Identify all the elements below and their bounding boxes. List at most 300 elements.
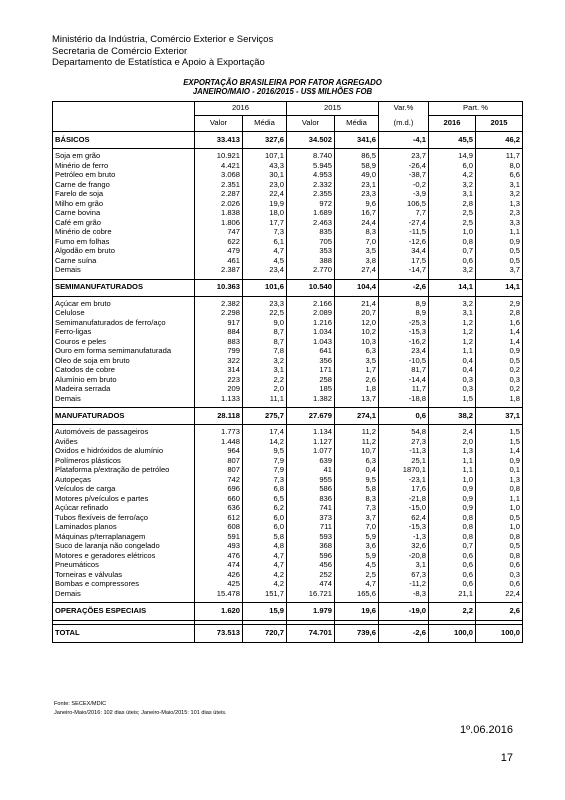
product-value: 493 [195, 542, 243, 552]
product-value: 2,9 [476, 300, 523, 310]
product-name: Ouro em forma semimanufaturada [53, 347, 195, 357]
product-value: 456 [287, 561, 335, 571]
header-var-sub: (m.d.) [379, 116, 429, 132]
product-name: Pneumáticos [53, 561, 195, 571]
product-value: 7,0 [335, 523, 379, 533]
product-value: 4,8 [243, 542, 287, 552]
row-value: 46,2 [476, 132, 523, 149]
row-value: 104,4 [335, 279, 379, 296]
product-value: -15,3 [379, 328, 429, 338]
product-value: 22,4 [243, 190, 287, 200]
product-value: 4,5 [335, 561, 379, 571]
row-value: 720,7 [243, 625, 287, 643]
product-value: 0,8 [476, 533, 523, 543]
product-value: 2.355 [287, 190, 335, 200]
product-value: 23,1 [335, 181, 379, 191]
product-value: 612 [195, 514, 243, 524]
product-name: Madeira serrada [53, 385, 195, 395]
product-value: 4,5 [243, 257, 287, 267]
product-value: 3,2 [429, 300, 476, 310]
table-row [53, 209, 523, 219]
product-value: 1,1 [476, 228, 523, 238]
product-value: 591 [195, 533, 243, 543]
product-value: 1,5 [476, 438, 523, 448]
product-value: 3,2 [476, 190, 523, 200]
product-value: 1.689 [287, 209, 335, 219]
product-value: 14,9 [429, 152, 476, 162]
product-value: 3,2 [243, 357, 287, 367]
row-value: 101,6 [243, 279, 287, 296]
product-value: 5,8 [335, 485, 379, 495]
product-value: 13,7 [335, 395, 379, 405]
table-title: EXPORTAÇÃO BRASILEIRA POR FATOR AGREGADO [183, 78, 382, 87]
table-row [53, 376, 523, 386]
row-value: 14,1 [429, 279, 476, 296]
table-row [53, 523, 523, 533]
product-value: 4,7 [335, 580, 379, 590]
row-value: 33.413 [195, 132, 243, 149]
product-value: -16,2 [379, 338, 429, 348]
product-value: 5,9 [335, 533, 379, 543]
product-value: 8,3 [335, 228, 379, 238]
total-row [53, 625, 523, 643]
product-name: Demais [53, 395, 195, 405]
product-value: 0,3 [476, 571, 523, 581]
product-value: 0,6 [429, 561, 476, 571]
product-value: -26,4 [379, 162, 429, 172]
product-value: 1,0 [476, 523, 523, 533]
product-value: 11,1 [243, 395, 287, 405]
footer-source: Fonte: SECEX/MDIC [54, 701, 107, 707]
product-value: 0,9 [476, 457, 523, 467]
report-date: 1º.06.2016 [460, 724, 513, 736]
product-value: 1,5 [429, 395, 476, 405]
table-row [53, 338, 523, 348]
header-valor-2016: Valor [195, 116, 243, 132]
product-value: 3,7 [335, 514, 379, 524]
product-value: 7,3 [335, 504, 379, 514]
product-name: Torneiras e válvulas [53, 571, 195, 581]
row-value: 37,1 [476, 408, 523, 425]
product-value: 258 [287, 376, 335, 386]
product-value: 9,5 [243, 447, 287, 457]
product-value: -20,8 [379, 552, 429, 562]
header-var: Var.% [379, 102, 429, 116]
product-value: 11,7 [379, 385, 429, 395]
ministry-name: Ministério da Indústria, Comércio Exterior e Serviços [52, 34, 274, 45]
product-value: 8,7 [243, 338, 287, 348]
product-name: Couros e peles [53, 338, 195, 348]
product-value: 1,4 [476, 328, 523, 338]
product-value: 5,9 [335, 552, 379, 562]
product-value: 6,3 [335, 457, 379, 467]
table-row [53, 476, 523, 486]
product-value: 2.387 [195, 266, 243, 276]
product-name: Minério de cobre [53, 228, 195, 238]
table-row [53, 309, 523, 319]
product-value: -21,8 [379, 495, 429, 505]
product-value: 6,8 [243, 485, 287, 495]
product-value: 1,3 [476, 200, 523, 210]
product-value: 67,3 [379, 571, 429, 581]
header-media-2015: Média [335, 116, 379, 132]
product-value: 12,0 [335, 319, 379, 329]
row-value: -4,1 [379, 132, 429, 149]
product-value: 8,7 [243, 328, 287, 338]
product-value: 21,4 [335, 300, 379, 310]
product-value: 0,3 [429, 385, 476, 395]
product-value: -11,3 [379, 447, 429, 457]
product-value: 0,9 [476, 238, 523, 248]
product-value: 0,6 [429, 571, 476, 581]
row-value: 274,1 [335, 408, 379, 425]
product-value: 11,2 [335, 438, 379, 448]
product-value: -0,2 [379, 181, 429, 191]
product-name: Algodão em bruto [53, 247, 195, 257]
product-name: Farelo de soja [53, 190, 195, 200]
product-value: 836 [287, 495, 335, 505]
header-valor-2015: Valor [287, 116, 335, 132]
product-value: 2,8 [476, 309, 523, 319]
product-value: 18,0 [243, 209, 287, 219]
product-value: 955 [287, 476, 335, 486]
product-value: 641 [287, 347, 335, 357]
product-value: 14,2 [243, 438, 287, 448]
product-value: 474 [195, 561, 243, 571]
row-value: 2,2 [429, 603, 476, 621]
product-value: 6,6 [476, 171, 523, 181]
row-label: SEMIMANUFATURADOS [53, 279, 195, 296]
product-name: Veículos de carga [53, 485, 195, 495]
row-value: 0,6 [379, 408, 429, 425]
row-value: 1.620 [195, 603, 243, 621]
product-name: Catodos de cobre [53, 366, 195, 376]
product-value: -15,0 [379, 504, 429, 514]
table-row [53, 181, 523, 191]
product-value: 373 [287, 514, 335, 524]
product-value: 388 [287, 257, 335, 267]
product-name: Óxidos e hidróxidos de alumínio [53, 447, 195, 457]
product-value: 660 [195, 495, 243, 505]
table-row [53, 457, 523, 467]
table-row [53, 190, 523, 200]
table-row [53, 219, 523, 229]
product-value: 10,7 [335, 447, 379, 457]
product-name: Máquinas p/terraplanagem [53, 533, 195, 543]
product-value: 2,5 [429, 209, 476, 219]
product-value: 30,1 [243, 171, 287, 181]
row-value: 19,6 [335, 603, 379, 621]
product-name: Açúcar em bruto [53, 300, 195, 310]
table-row [53, 228, 523, 238]
product-value: 107,1 [243, 152, 287, 162]
product-value: 8,0 [476, 162, 523, 172]
product-value: 19,9 [243, 200, 287, 210]
product-value: 0,4 [335, 466, 379, 476]
product-value: 10.921 [195, 152, 243, 162]
product-value: 23,0 [243, 181, 287, 191]
product-value: 4,7 [243, 552, 287, 562]
product-value: 461 [195, 257, 243, 267]
product-value: 1,0 [476, 504, 523, 514]
product-value: 10,2 [335, 328, 379, 338]
product-value: 5,8 [243, 533, 287, 543]
product-value: 2,2 [243, 376, 287, 386]
row-label: MANUFATURADOS [53, 408, 195, 425]
product-value: 2,3 [476, 209, 523, 219]
product-value: 696 [195, 485, 243, 495]
product-value: 22,5 [243, 309, 287, 319]
table-row [53, 495, 523, 505]
product-value: 0,5 [476, 514, 523, 524]
product-value: 4.421 [195, 162, 243, 172]
table-row [53, 395, 523, 405]
product-value: 209 [195, 385, 243, 395]
product-value: 0,9 [429, 485, 476, 495]
product-value: 7,9 [243, 457, 287, 467]
product-value: 3,2 [429, 181, 476, 191]
product-value: -8,3 [379, 590, 429, 600]
product-value: 8,9 [379, 309, 429, 319]
header-part-2016: 2016 [429, 116, 476, 132]
product-value: 9,6 [335, 200, 379, 210]
product-name: Bombas e compressores [53, 580, 195, 590]
ministry-header [52, 34, 273, 69]
product-value: 0,2 [476, 385, 523, 395]
product-value: 4,2 [243, 571, 287, 581]
product-value: 0,8 [429, 514, 476, 524]
product-name: Ferro-ligas [53, 328, 195, 338]
product-value: 4,7 [243, 561, 287, 571]
product-value: 22,4 [476, 590, 523, 600]
product-value: 747 [195, 228, 243, 238]
product-value: 3,1 [379, 561, 429, 571]
product-value: 474 [287, 580, 335, 590]
table-row [53, 552, 523, 562]
header-blank [53, 102, 195, 116]
product-value: 1,7 [335, 366, 379, 376]
row-label: OPERAÇÕES ESPECIAIS [53, 603, 195, 621]
table-row [53, 385, 523, 395]
product-value: 1870,1 [379, 466, 429, 476]
product-value: 884 [195, 328, 243, 338]
product-value: 20,7 [335, 309, 379, 319]
product-value: 6,0 [243, 523, 287, 533]
product-value: 9,0 [243, 319, 287, 329]
product-value: -23,1 [379, 476, 429, 486]
product-value: -11,5 [379, 228, 429, 238]
product-value: 1,4 [476, 447, 523, 457]
product-name: Carne suína [53, 257, 195, 267]
product-value: 426 [195, 571, 243, 581]
product-value: 1,1 [476, 495, 523, 505]
product-value: 106,5 [379, 200, 429, 210]
product-value: 0,5 [476, 247, 523, 257]
product-value: -1,3 [379, 533, 429, 543]
product-value: 17,7 [243, 219, 287, 229]
product-value: 171 [287, 366, 335, 376]
product-value: 1,3 [429, 447, 476, 457]
product-value: 17,6 [379, 485, 429, 495]
row-value: 27.679 [287, 408, 335, 425]
row-value: -19,0 [379, 603, 429, 621]
row-value: 74.701 [287, 625, 335, 643]
product-value: 223 [195, 376, 243, 386]
product-value: 8.740 [287, 152, 335, 162]
row-value: -2,6 [379, 279, 429, 296]
product-value: 0,9 [429, 504, 476, 514]
product-value: -12,6 [379, 238, 429, 248]
product-value: 34,4 [379, 247, 429, 257]
product-value: 1.216 [287, 319, 335, 329]
product-value: 252 [287, 571, 335, 581]
table-row [53, 466, 523, 476]
group-row [53, 408, 523, 425]
product-value: 608 [195, 523, 243, 533]
product-value: 2,6 [335, 376, 379, 386]
product-name: Tubos flexíveis de ferro/aço [53, 514, 195, 524]
product-value: 86,5 [335, 152, 379, 162]
header-2015: 2015 [287, 102, 379, 116]
page-number: 17 [500, 752, 513, 764]
product-value: 17,4 [243, 428, 287, 438]
product-value: 0,8 [476, 552, 523, 562]
product-value: 711 [287, 523, 335, 533]
product-value: 2.287 [195, 190, 243, 200]
table-row [53, 328, 523, 338]
product-value: 8,9 [379, 300, 429, 310]
product-value: 1,3 [476, 476, 523, 486]
product-value: 3,3 [476, 219, 523, 229]
product-value: 24,4 [335, 219, 379, 229]
product-value: 23,7 [379, 152, 429, 162]
row-value: 14,1 [476, 279, 523, 296]
product-value: 1.077 [287, 447, 335, 457]
table-row [53, 542, 523, 552]
product-value: 1.043 [287, 338, 335, 348]
product-value: 0,8 [429, 523, 476, 533]
product-value: 883 [195, 338, 243, 348]
product-name: Polímeros plásticos [53, 457, 195, 467]
product-value: 479 [195, 247, 243, 257]
product-value: 7,3 [243, 228, 287, 238]
product-value: 368 [287, 542, 335, 552]
row-label: BÁSICOS [53, 132, 195, 149]
product-value: 23,3 [335, 190, 379, 200]
product-value: 742 [195, 476, 243, 486]
row-value: 15,9 [243, 603, 287, 621]
product-value: 7,9 [243, 466, 287, 476]
product-name: Laminados planos [53, 523, 195, 533]
product-value: 1,4 [476, 338, 523, 348]
product-name: Carne bovina [53, 209, 195, 219]
table-row [53, 257, 523, 267]
table-row [53, 319, 523, 329]
product-value: 3,8 [335, 257, 379, 267]
product-name: Carne de frango [53, 181, 195, 191]
product-name: Plataforma p/extração de petróleo [53, 466, 195, 476]
product-value: 0,6 [476, 561, 523, 571]
product-value: 165,6 [335, 590, 379, 600]
product-value: 0,8 [476, 485, 523, 495]
product-value: 0,4 [429, 366, 476, 376]
product-value: 6,1 [243, 238, 287, 248]
product-value: 2,5 [335, 571, 379, 581]
group-row [53, 279, 523, 296]
row-value: 327,6 [243, 132, 287, 149]
secretariat-name: Secretaria de Comércio Exterior [52, 45, 188, 57]
product-value: 1,5 [476, 428, 523, 438]
product-name: Automóveis de passageiros [53, 428, 195, 438]
product-value: 3,7 [476, 266, 523, 276]
product-value: 49,0 [335, 171, 379, 181]
row-value: 341,6 [335, 132, 379, 149]
product-value: 7,7 [379, 209, 429, 219]
product-value: 917 [195, 319, 243, 329]
product-value: 1,2 [429, 319, 476, 329]
product-value: 964 [195, 447, 243, 457]
row-label: TOTAL [53, 625, 195, 643]
product-value: 807 [195, 466, 243, 476]
product-name: Fumo em folhas [53, 238, 195, 248]
product-value: 10,3 [335, 338, 379, 348]
product-value: 0,2 [476, 366, 523, 376]
product-value: 4,7 [243, 247, 287, 257]
product-value: 2,0 [243, 385, 287, 395]
product-value: 1,0 [429, 228, 476, 238]
product-value: 21,1 [429, 590, 476, 600]
product-value: 353 [287, 247, 335, 257]
row-value: 45,5 [429, 132, 476, 149]
product-value: 41 [287, 466, 335, 476]
product-value: -38,7 [379, 171, 429, 181]
row-value: 1.979 [287, 603, 335, 621]
row-value: 73.513 [195, 625, 243, 643]
product-value: 81,7 [379, 366, 429, 376]
product-value: 0,7 [429, 542, 476, 552]
table-row [53, 162, 523, 172]
table-row [53, 514, 523, 524]
group-row [53, 132, 523, 149]
product-value: 0,9 [476, 347, 523, 357]
table-row [53, 580, 523, 590]
product-value: 705 [287, 238, 335, 248]
row-value: 2,6 [476, 603, 523, 621]
row-value: 38,2 [429, 408, 476, 425]
product-value: 9,5 [335, 476, 379, 486]
product-value: 58,9 [335, 162, 379, 172]
product-value: 639 [287, 457, 335, 467]
table-row [53, 266, 523, 276]
product-value: 1.034 [287, 328, 335, 338]
product-value: 2.166 [287, 300, 335, 310]
product-value: 3,5 [335, 247, 379, 257]
product-name: Celulose [53, 309, 195, 319]
product-value: 596 [287, 552, 335, 562]
product-name: Açúcar refinado [53, 504, 195, 514]
product-value: 23,3 [243, 300, 287, 310]
product-value: 6,2 [243, 504, 287, 514]
product-value: 1,6 [476, 319, 523, 329]
table-row [53, 447, 523, 457]
row-value: 275,7 [243, 408, 287, 425]
product-value: 32,6 [379, 542, 429, 552]
product-value: 6,3 [335, 347, 379, 357]
product-value: -14,7 [379, 266, 429, 276]
product-value: 4.953 [287, 171, 335, 181]
product-value: 1.382 [287, 395, 335, 405]
table-row [53, 238, 523, 248]
